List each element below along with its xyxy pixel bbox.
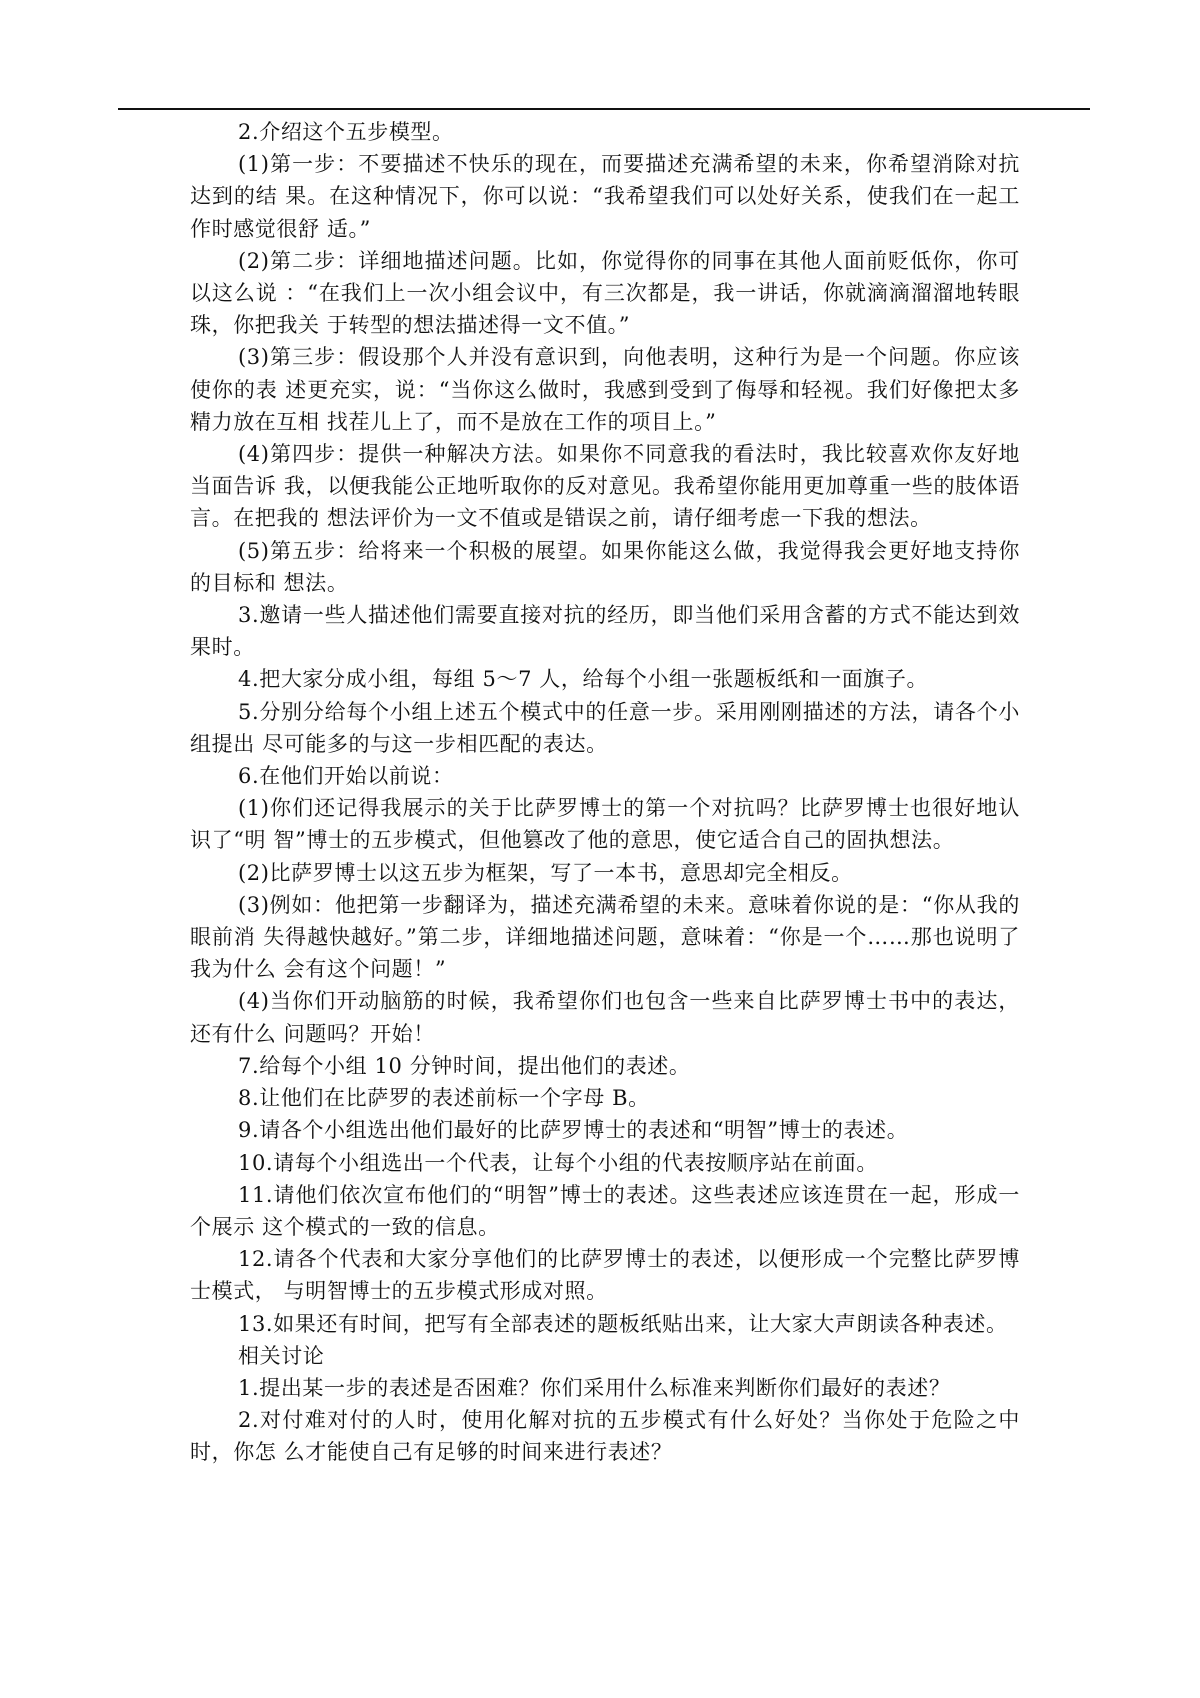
paragraph-step-5: 5.分别分给每个小组上述五个模式中的任意一步。采用刚刚描述的方法，请各个小组提出 尽可能多的与这一步相匹配的表达。 bbox=[190, 699, 1020, 756]
paragraph-model-step-3: (3)第三步：假设那个人并没有意识到，向他表明，这种行为是一个问题。你应该使你的表 述更充实，说：“当你这么做时，我感到受到了侮辱和轻视。我们好像把太多精力放在互相 找茬儿上了，而不是放在工作的项目上。” bbox=[190, 345, 1020, 434]
paragraph-step-12: 12.请各个代表和大家分享他们的比萨罗博士的表述，以便形成一个完整比萨罗博士模式， 与明智博士的五步模式形成对照。 bbox=[190, 1247, 1020, 1304]
paragraph-model-step-2: (2)第二步：详细地描述问题。比如，你觉得你的同事在其他人面前贬低你，你可以这么说 ：“在我们上一次小组会议中，有三次都是，我一讲话，你就滴滴溜溜地转眼珠，你把我关 于转型的想法描述得一文不值。” bbox=[190, 248, 1020, 338]
paragraph-model-step-5: (5)第五步：给将来一个积极的展望。如果你能这么做，我觉得我会更好地支持你的目标和 想法。 bbox=[190, 538, 1020, 595]
paragraph-step-9: 9.请各个小组选出他们最好的比萨罗博士的表述和“明智”博士的表述。 bbox=[238, 1118, 909, 1143]
paragraph-step-4: 4.把大家分成小组，每组 5～7 人，给每个小组一张题板纸和一面旗子。 bbox=[238, 667, 929, 692]
paragraph-step-13: 13.如果还有时间，把写有全部表述的题板纸贴出来，让大家大声朗读各种表述。 bbox=[238, 1311, 1008, 1336]
body-text bbox=[190, 116, 1020, 1469]
paragraph-discussion-1: 1.提出某一步的表述是否困难？你们采用什么标准来判断你们最好的表述？ bbox=[238, 1375, 951, 1400]
paragraph-step-8: 8.让他们在比萨罗的表述前标一个字母 B。 bbox=[238, 1086, 650, 1111]
paragraph-step-3: 3.邀请一些人描述他们需要直接对抗的经历，即当他们采用含蓄的方式不能达到效果时。 bbox=[190, 603, 1020, 660]
paragraph-step-11: 11.请他们依次宣布他们的“明智”博士的表述。这些表述应该连贯在一起，形成一个展示 这个模式的一致的信息。 bbox=[190, 1182, 1020, 1239]
paragraph-step-6-item-1: (1)你们还记得我展示的关于比萨罗博士的第一个对抗吗？比萨罗博士也很好地认识了“明 智”博士的五步模式，但他篡改了他的意思，使它适合自己的固执想法。 bbox=[190, 796, 1020, 853]
paragraph-step-6: 6.在他们开始以前说： bbox=[238, 764, 454, 789]
paragraph-step-10: 10.请每个小组选出一个代表，让每个小组的代表按顺序站在前面。 bbox=[238, 1150, 878, 1175]
section-heading-discussion: 相关讨论 bbox=[238, 1343, 325, 1368]
paragraph-step-6-item-2: (2)比萨罗博士以这五步为框架，写了一本书，意思却完全相反。 bbox=[238, 860, 853, 885]
paragraph-step-2: 2.介绍这个五步模型。 bbox=[238, 120, 454, 144]
paragraph-step-6-item-3: (3)例如：他把第一步翻译为，描述充满希望的未来。意味着你说的是：“你从我的眼前消 失得越快越好。”第二步，详细地描述问题，意味着：“你是一个……那也说明了我为什么 会有这个问题！” bbox=[190, 892, 1020, 982]
paragraph-model-step-4: (4)第四步：提供一种解决方法。如果你不同意我的看法时，我比较喜欢你友好地当面告诉 我，以便我能公正地听取你的反对意见。我希望你能用更加尊重一些的肢体语言。在把我的 想法评价为一文不值或是错误之前，请仔细考虑一下我的想法。 bbox=[190, 442, 1020, 531]
header-rule bbox=[118, 108, 1090, 110]
paragraph-discussion-2: 2.对付难对付的人时，使用化解对抗的五步模式有什么好处？当你处于危险之中时，你怎 么才能使自己有足够的时间来进行表述？ bbox=[190, 1408, 1020, 1465]
paragraph-step-6-item-4: (4)当你们开动脑筋的时候，我希望你们也包含一些来自比萨罗博士书中的表达，还有什么 问题吗？开始！ bbox=[190, 989, 1020, 1046]
paragraph-model-step-1: (1)第一步：不要描述不快乐的现在，而要描述充满希望的未来，你希望消除对抗达到的结 果。在这种情况下，你可以说：“我希望我们可以处好关系，使我们在一起工作时感觉很舒 适。” bbox=[190, 152, 1020, 241]
paragraph-step-7: 7.给每个小组 10 分钟时间，提出他们的表述。 bbox=[238, 1053, 691, 1078]
